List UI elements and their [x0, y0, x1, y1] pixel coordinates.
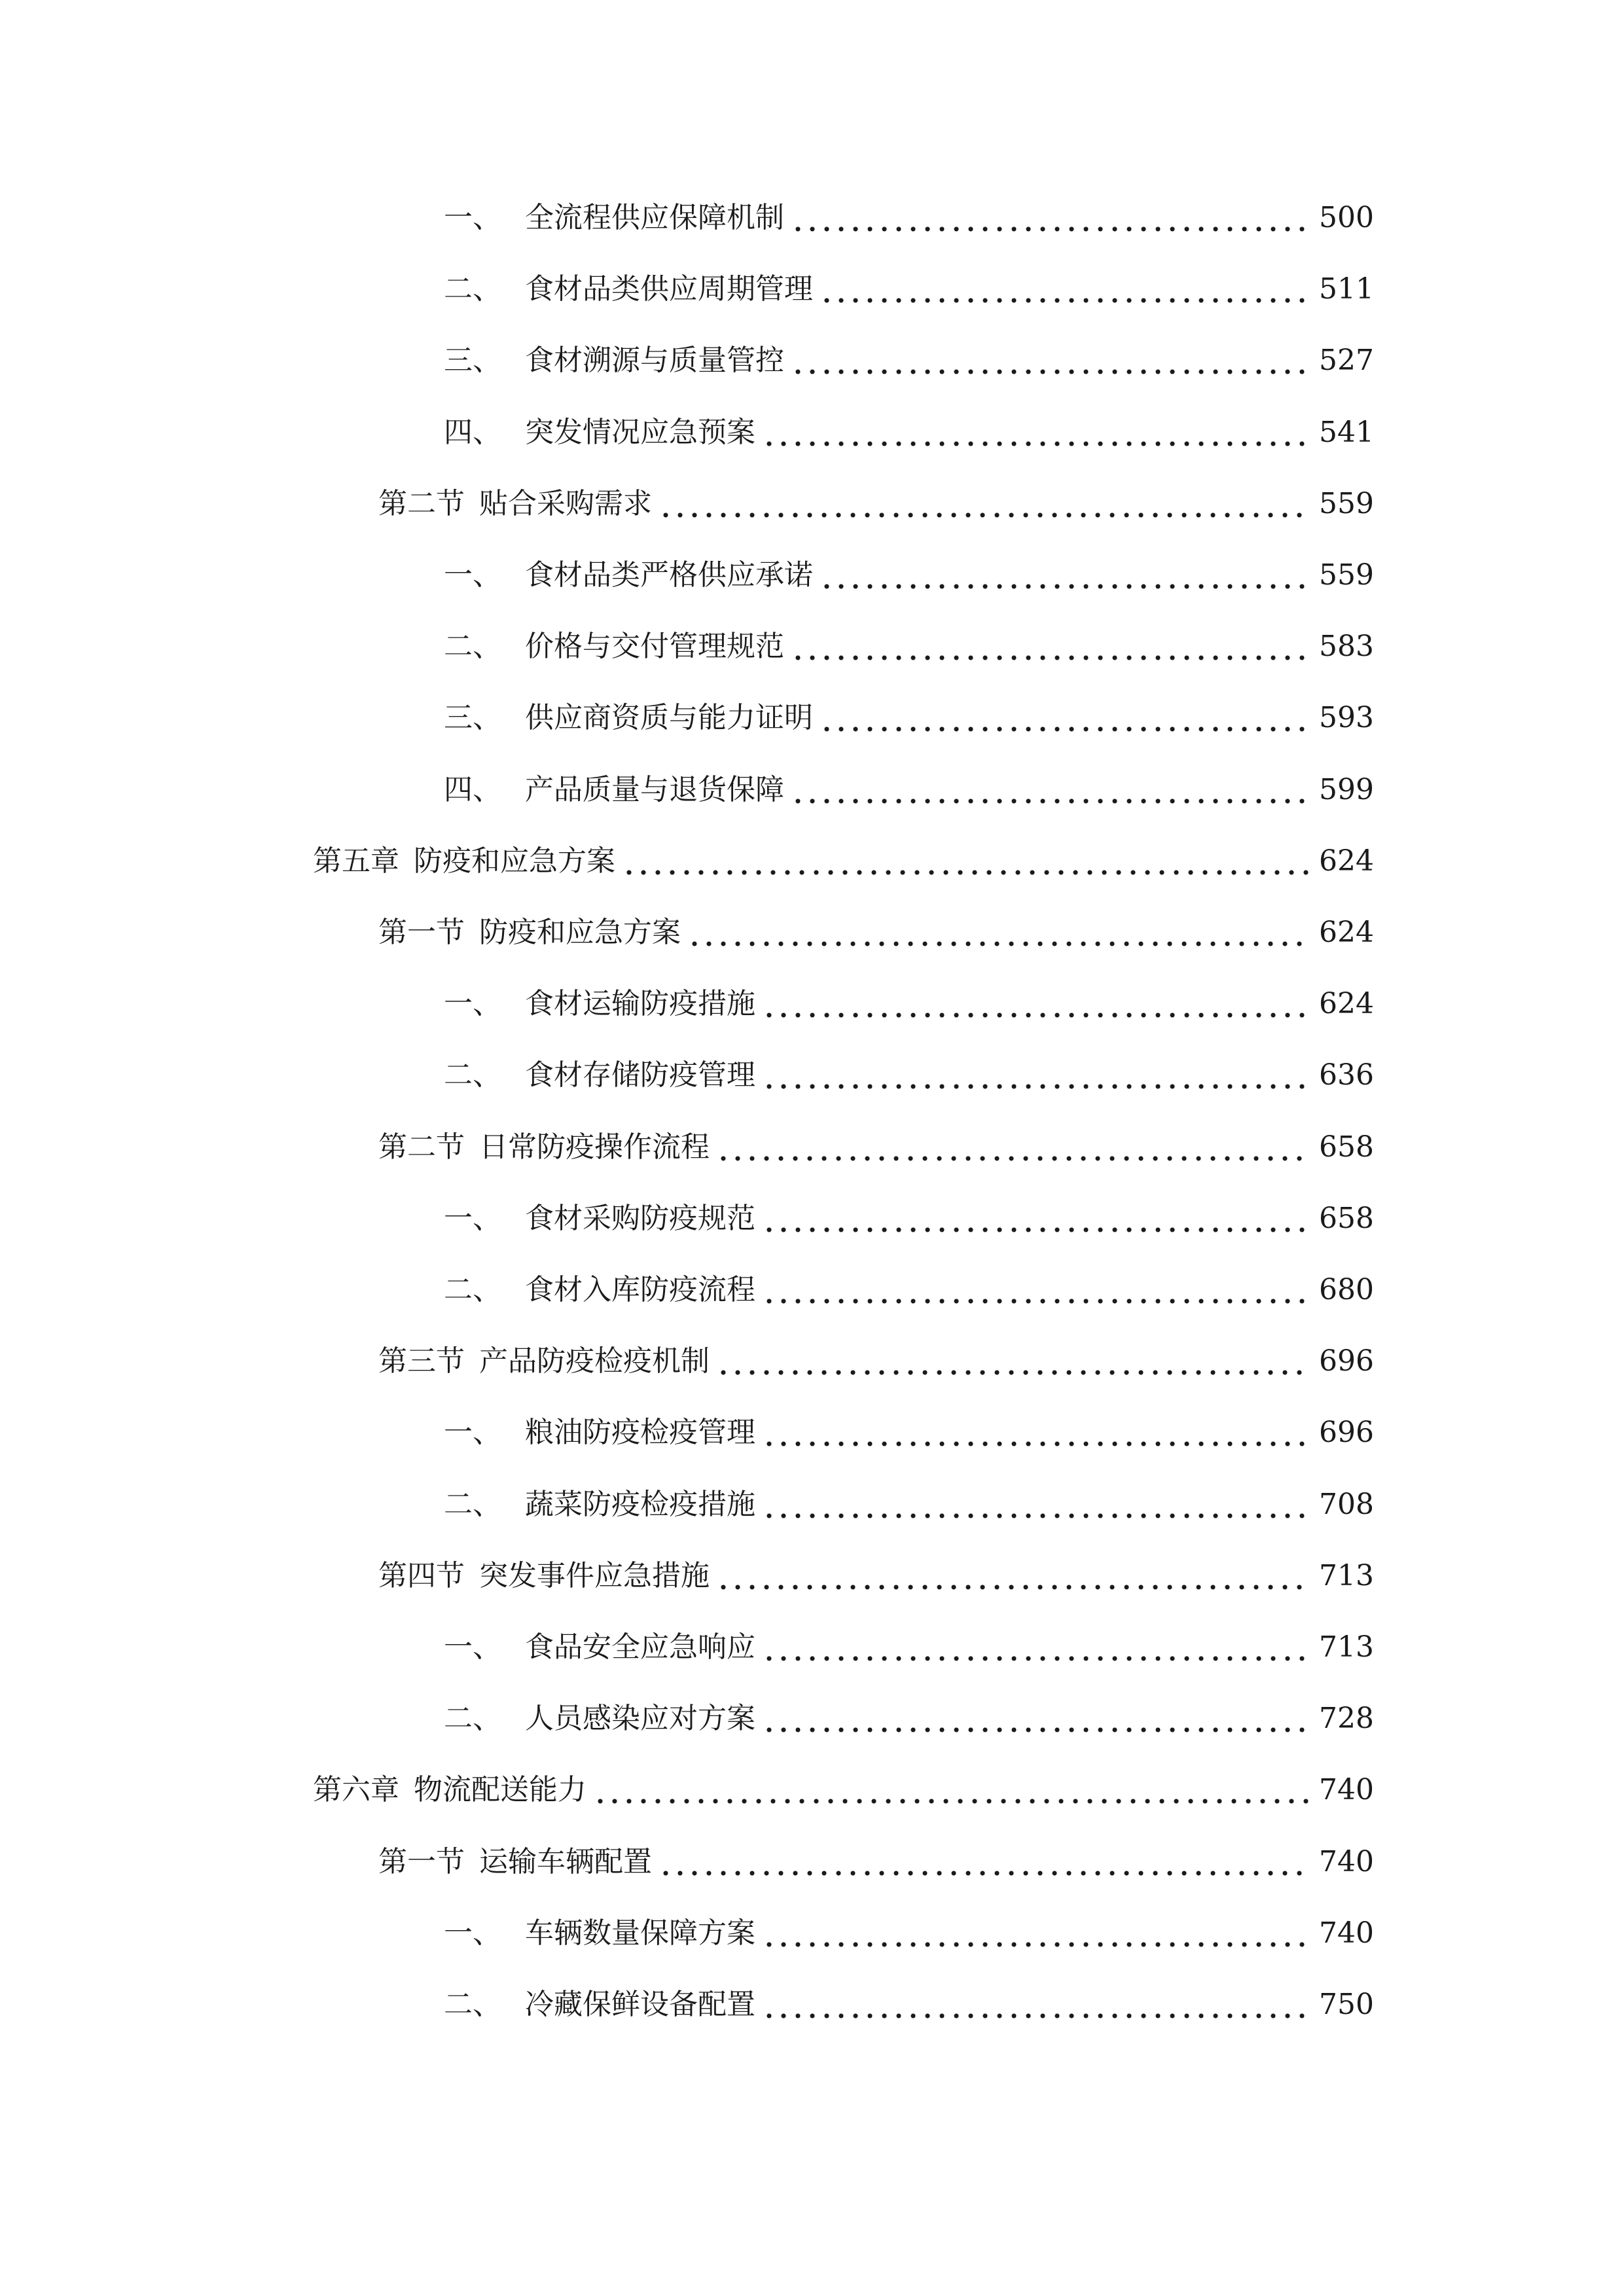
toc-entry — [313, 1767, 1374, 1813]
dot-leader — [622, 838, 1308, 884]
toc-entry-page: 708 — [1319, 1487, 1374, 1521]
toc-entry-number: 第一节 — [378, 916, 465, 949]
toc-entry-number: 二、 — [444, 1058, 501, 1092]
toc-entry-page: 527 — [1319, 344, 1374, 378]
toc-entry-number: 一、 — [444, 201, 501, 234]
toc-entry — [444, 1910, 1374, 1956]
toc-entry-number: 四、 — [444, 415, 501, 449]
toc-entry — [378, 1338, 1374, 1384]
toc-entry-page: 713 — [1319, 1558, 1374, 1592]
toc-entry-page: 624 — [1319, 844, 1374, 878]
toc-entry — [444, 1696, 1374, 1742]
toc-entry-page: 583 — [1319, 630, 1374, 664]
toc-entry-number: 第二节 — [378, 486, 465, 520]
toc-entry — [444, 981, 1374, 1027]
dot-leader — [820, 266, 1308, 312]
toc-entry-title: 食材品类严格供应承诺 — [525, 558, 813, 592]
toc-entry-number: 第二节 — [378, 1130, 465, 1164]
toc-entry-title: 日常防疫操作流程 — [479, 1130, 710, 1164]
toc-entry-title: 价格与交付管理规范 — [525, 630, 784, 664]
dot-leader — [762, 1267, 1308, 1313]
toc-entry-page: 593 — [1319, 701, 1374, 735]
toc-entry — [444, 1624, 1374, 1670]
toc-entry-title: 运输车辆配置 — [479, 1844, 652, 1878]
toc-entry-page: 624 — [1319, 987, 1374, 1021]
toc-entry — [444, 1982, 1374, 2028]
toc-entry-page: 750 — [1319, 1988, 1374, 2021]
toc-entry-page: 713 — [1319, 1630, 1374, 1664]
toc-entry — [378, 910, 1374, 956]
toc-entry-number: 第六章 — [313, 1773, 399, 1807]
toc-entry-number: 三、 — [444, 701, 501, 735]
toc-entry-number: 二、 — [444, 1273, 501, 1306]
dot-leader — [762, 1482, 1308, 1528]
toc-entry-title: 产品防疫检疫机制 — [479, 1344, 710, 1378]
toc-entry-number: 四、 — [444, 772, 501, 806]
dot-leader — [716, 1124, 1308, 1170]
toc-entry-number: 一、 — [444, 987, 501, 1021]
toc-entry-page: 500 — [1319, 201, 1374, 234]
toc-entry-number: 二、 — [444, 1487, 501, 1521]
toc-entry-title: 防疫和应急方案 — [414, 844, 615, 878]
toc-entry — [444, 1410, 1374, 1456]
toc-entry-title: 突发情况应急预案 — [525, 415, 755, 449]
toc-entry-number: 一、 — [444, 1416, 501, 1450]
toc-entry — [444, 624, 1374, 670]
toc-entry-page: 559 — [1319, 558, 1374, 592]
toc-entry — [444, 767, 1374, 813]
toc-entry-page: 636 — [1319, 1058, 1374, 1092]
toc-entry-page: 728 — [1319, 1702, 1374, 1736]
toc-entry — [444, 195, 1374, 241]
toc-entry-page: 658 — [1319, 1201, 1374, 1235]
toc-entry-title: 粮油防疫检疫管理 — [525, 1416, 755, 1450]
toc-entry-page: 696 — [1319, 1416, 1374, 1450]
toc-entry-title: 车辆数量保障方案 — [525, 1916, 755, 1950]
toc-entry-number: 第五章 — [313, 844, 399, 878]
toc-entry-number: 一、 — [444, 1916, 501, 1950]
toc-entry — [378, 481, 1374, 527]
toc-entry-page: 624 — [1319, 916, 1374, 949]
toc-entry-number: 二、 — [444, 1988, 501, 2021]
toc-entry — [444, 410, 1374, 456]
toc-entry — [444, 1482, 1374, 1528]
toc-entry-title: 食材品类供应周期管理 — [525, 272, 813, 306]
toc-entry — [444, 1196, 1374, 1242]
toc-entry-title: 食材采购防疫规范 — [525, 1201, 755, 1235]
toc-entry — [444, 695, 1374, 741]
toc-entry-page: 541 — [1319, 415, 1374, 449]
toc-entry-title: 食材溯源与质量管控 — [525, 344, 784, 378]
toc-entry — [378, 1553, 1374, 1599]
toc-entry-page: 511 — [1319, 272, 1374, 306]
toc-entry — [444, 338, 1374, 384]
dot-leader — [791, 624, 1308, 670]
toc-entry — [313, 838, 1374, 884]
dot-leader — [762, 1982, 1308, 2028]
dot-leader — [820, 695, 1308, 741]
dot-leader — [820, 552, 1308, 598]
dot-leader — [762, 1410, 1308, 1456]
toc-entry — [444, 266, 1374, 312]
dot-leader — [716, 1553, 1308, 1599]
toc-entry-page: 740 — [1319, 1916, 1374, 1950]
toc-entry-title: 蔬菜防疫检疫措施 — [525, 1487, 755, 1521]
toc-entry-title: 食材存储防疫管理 — [525, 1058, 755, 1092]
toc-entry-number: 一、 — [444, 1630, 501, 1664]
toc-entry-page: 696 — [1319, 1344, 1374, 1378]
toc-entry-title: 冷藏保鲜设备配置 — [525, 1988, 755, 2021]
dot-leader — [687, 910, 1308, 956]
toc-entry-page: 740 — [1319, 1773, 1374, 1807]
toc-entry-title: 贴合采购需求 — [479, 486, 652, 520]
toc-entry-number: 三、 — [444, 344, 501, 378]
toc-entry-number: 第三节 — [378, 1344, 465, 1378]
dot-leader — [762, 1910, 1308, 1956]
dot-leader — [762, 981, 1308, 1027]
toc-entry-title: 人员感染应对方案 — [525, 1702, 755, 1736]
dot-leader — [659, 1839, 1308, 1885]
toc-entry-number: 第一节 — [378, 1844, 465, 1878]
dot-leader — [791, 767, 1308, 813]
toc-entry-title: 产品质量与退货保障 — [525, 772, 784, 806]
dot-leader — [762, 1696, 1308, 1742]
toc-entry-title: 供应商资质与能力证明 — [525, 701, 813, 735]
toc-entry-title: 食材运输防疫措施 — [525, 987, 755, 1021]
toc-entry-page: 740 — [1319, 1844, 1374, 1878]
toc-entry — [378, 1124, 1374, 1170]
dot-leader — [762, 1624, 1308, 1670]
toc-entry-title: 突发事件应急措施 — [479, 1558, 710, 1592]
toc-entry-title: 全流程供应保障机制 — [525, 201, 784, 234]
toc-entry-page: 680 — [1319, 1273, 1374, 1306]
toc-entry-number: 二、 — [444, 630, 501, 664]
toc-entry — [444, 1267, 1374, 1313]
toc-entry — [444, 1052, 1374, 1098]
dot-leader — [762, 410, 1308, 456]
toc-entry-number: 二、 — [444, 1702, 501, 1736]
toc-entry — [444, 552, 1374, 598]
dot-leader — [593, 1767, 1308, 1813]
toc-entry-number: 一、 — [444, 558, 501, 592]
toc-entry-page: 559 — [1319, 486, 1374, 520]
toc-entry-page: 599 — [1319, 772, 1374, 806]
toc-entry-number: 一、 — [444, 1201, 501, 1235]
dot-leader — [791, 338, 1308, 384]
toc-entry-title: 防疫和应急方案 — [479, 916, 681, 949]
dot-leader — [791, 195, 1308, 241]
toc-entry-page: 658 — [1319, 1130, 1374, 1164]
dot-leader — [659, 481, 1308, 527]
toc-entry-title: 物流配送能力 — [414, 1773, 586, 1807]
toc-entry-title: 食材入库防疫流程 — [525, 1273, 755, 1306]
dot-leader — [716, 1338, 1308, 1384]
dot-leader — [762, 1052, 1308, 1098]
toc-entry-number: 第四节 — [378, 1558, 465, 1592]
toc-entry-title: 食品安全应急响应 — [525, 1630, 755, 1664]
toc-entry — [378, 1839, 1374, 1885]
dot-leader — [762, 1196, 1308, 1242]
toc-entry-number: 二、 — [444, 272, 501, 306]
